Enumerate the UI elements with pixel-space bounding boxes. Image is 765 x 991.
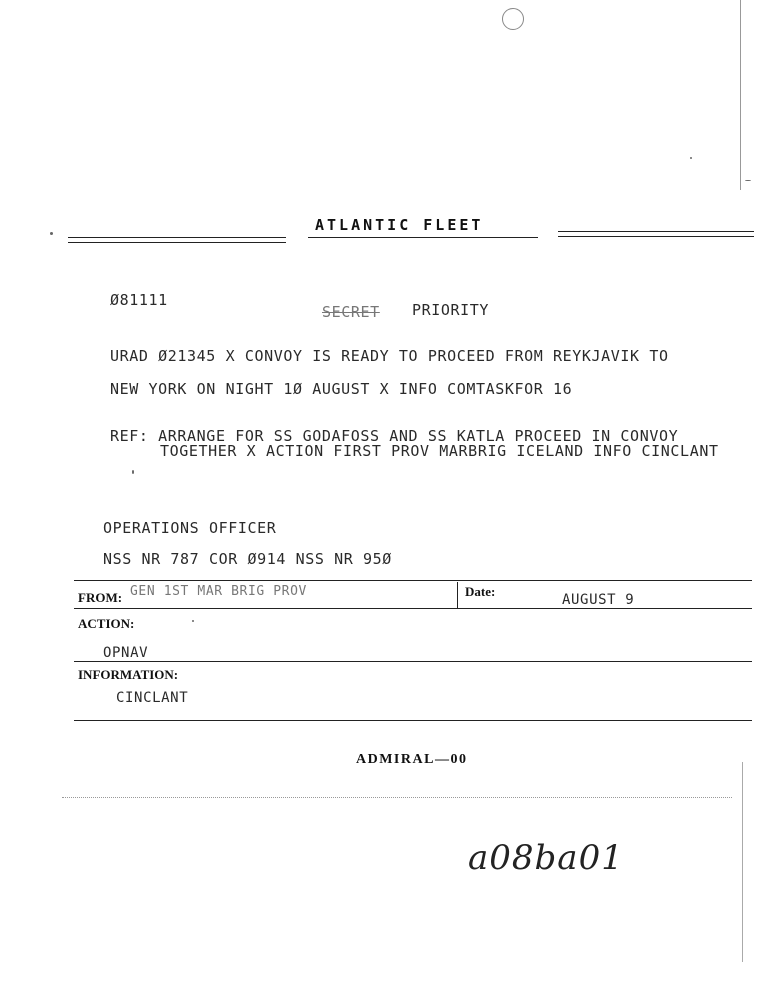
scan-speck [690, 157, 692, 159]
header-rule-right [558, 231, 754, 232]
header-rule-right-2 [558, 236, 754, 237]
information-label: INFORMATION: [78, 667, 179, 682]
form-rule-bottom [74, 720, 752, 721]
date-time-group: Ø81111 [110, 291, 168, 309]
classification-struck: SECRET [322, 303, 380, 321]
header-rule-left-2 [68, 242, 286, 243]
originator: OPERATIONS OFFICER [103, 519, 277, 537]
scan-speck [132, 470, 134, 474]
action-value: OPNAV [103, 645, 149, 661]
ref-line-1: REF: ARRANGE FOR SS GODAFOSS AND SS KATLA PROCEED IN CONVOY [110, 427, 679, 445]
perforation-line [62, 797, 732, 798]
right-margin-line [742, 762, 743, 962]
date-value: AUGUST 9 [562, 592, 635, 608]
scan-speck [50, 232, 53, 235]
from-label: FROM: [78, 590, 123, 605]
nss-line: NSS NR 787 COR Ø914 NSS NR 95Ø [103, 550, 392, 568]
form-rule-action [74, 661, 752, 662]
form-rule-top [74, 580, 752, 581]
from-value: GEN 1ST MAR BRIG PROV [130, 584, 307, 599]
stamp-circle-icon [502, 8, 524, 30]
precedence: PRIORITY [412, 301, 490, 319]
ref-line-2: TOGETHER X ACTION FIRST PROV MARBRIG ICELAND INFO CINCLANT [160, 442, 719, 460]
scan-speck [745, 180, 751, 181]
header-title-underline [308, 237, 538, 238]
right-edge-line [740, 0, 741, 190]
action-label: ACTION: [78, 616, 135, 631]
signature: ADMIRAL—00 [356, 752, 468, 767]
header-rule-left [68, 237, 286, 238]
handwritten-note: a08ba01 [468, 838, 624, 878]
scan-speck [192, 620, 194, 622]
form-rule-from [74, 608, 752, 609]
information-value: CINCLANT [116, 690, 189, 706]
date-label: Date: [465, 584, 496, 599]
message-line-2: NEW YORK ON NIGHT 1Ø AUGUST X INFO COMTASKFOR 16 [110, 380, 573, 398]
date-divider [457, 582, 458, 608]
message-line-1: URAD Ø21345 X CONVOY IS READY TO PROCEED FROM REYKJAVIK TO [110, 347, 669, 365]
page-title: ATLANTIC FLEET [315, 216, 484, 234]
